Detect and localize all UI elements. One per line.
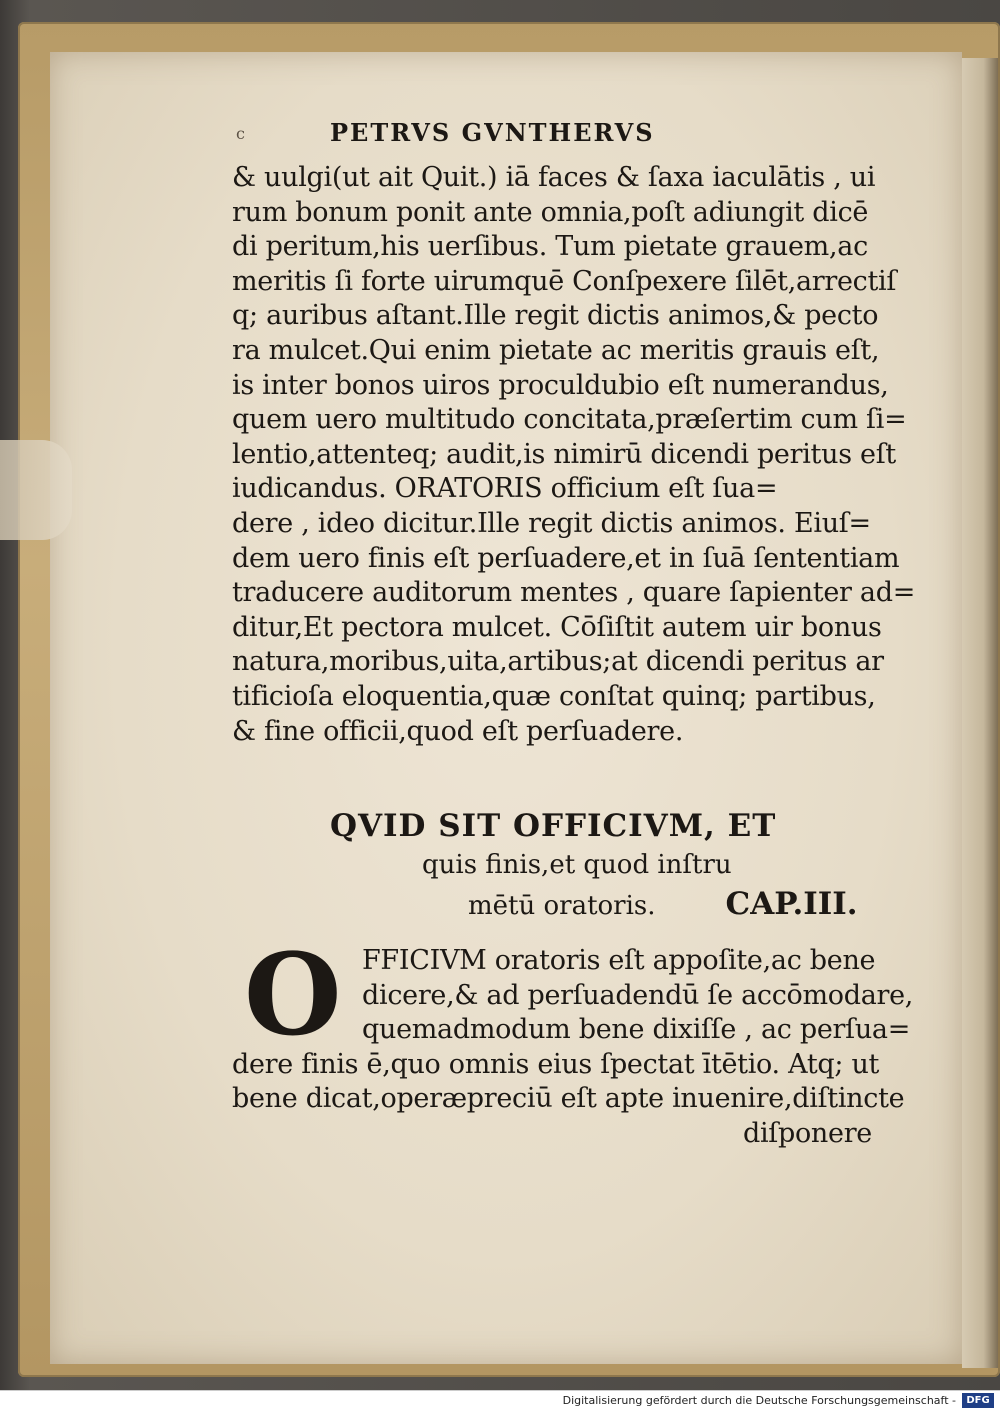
body-paragraph <box>232 161 916 749</box>
funding-credit: Digitalisierung gefördert durch die Deutsche Forschungsgemeinschaft - <box>562 1394 956 1407</box>
text-line: di peritum,his uerſibus. Tum pietate grauem,ac <box>232 231 868 263</box>
text-line: rum bonum ponit ante omnia,poſt adiungit dicē <box>232 196 869 228</box>
heading-line: QVID SIT OFFICIVM, ET <box>330 808 777 844</box>
heading-line: quis finis,et quod inſtru <box>422 850 732 880</box>
drop-cap: O <box>244 930 342 1061</box>
text-line: ditur,Et pectora mulcet. Cōſiſtit autem uir bonus <box>232 611 882 643</box>
heading-line-text: mētū oratoris. <box>468 891 656 921</box>
text-line: dem uero finis eſt perſuadere,et in ſuā ſententiam <box>232 542 900 574</box>
text-line: diſponere <box>742 1117 872 1149</box>
page-mark: c <box>236 124 245 143</box>
text-line: quemadmodum bene dixiſſe , ac perſua= <box>362 1014 911 1046</box>
text-line: q; auribus aſtant.Ille regit dictis animos,& pecto <box>232 300 879 332</box>
text-line: natura,moribus,uita,artibus;at dicendi peritus ar <box>232 646 884 678</box>
text-line: dere , ideo dicitur.Ille regit dictis animos. Eiuſ= <box>232 507 871 539</box>
chapter-heading <box>330 806 890 926</box>
text-line: quem uero multitudo concitata,præſertim cum ſi= <box>232 404 907 436</box>
text-line: tificioſa eloquentia,quæ conſtat quinq; partibus, <box>232 680 876 712</box>
text-line: bene dicat,operæpreciū eſt apte inuenire,diſtincte <box>232 1083 905 1115</box>
footer-bar <box>0 1390 1000 1411</box>
heading-line <box>468 884 890 926</box>
text-line: dicere,& ad perſuadendū ſe accōmodare, <box>362 979 914 1011</box>
text-line: traducere auditorum mentes , quare ſapienter ad= <box>232 577 916 609</box>
running-head: PETRVS GVNTHERVS <box>330 118 655 147</box>
text-line: ra mulcet.Qui enim pietate ac meritis grauis eſt, <box>232 334 880 366</box>
chapter-paragraph <box>232 944 914 1152</box>
dfg-logo: DFG <box>962 1393 994 1408</box>
text-line: is inter bonos uiros proculdubio eſt numerandus, <box>232 369 889 401</box>
text-line: meritis ſi forte uirumquē Conſpexere ſilēt,arrectiſ <box>232 265 897 297</box>
text-line: FFICIVM oratoris eſt appoſite,ac bene <box>362 945 876 976</box>
text-line: dere finis ē,quo omnis eius ſpectat ītētio. Atq; ut <box>232 1048 880 1080</box>
text-line: lentio,attenteq; audit,is nimirū dicendi peritus eſt <box>232 438 896 470</box>
text-line: & fine officii,quod eſt perſuadere. <box>232 715 684 747</box>
text-line: iudicandus. ORATORIS officium eſt ſua= <box>232 473 778 505</box>
text-line: & uulgi(ut ait Quit.) iā faces & ſaxa iaculātis , ui <box>232 162 876 193</box>
chapter-number: CAP.III. <box>725 886 858 922</box>
